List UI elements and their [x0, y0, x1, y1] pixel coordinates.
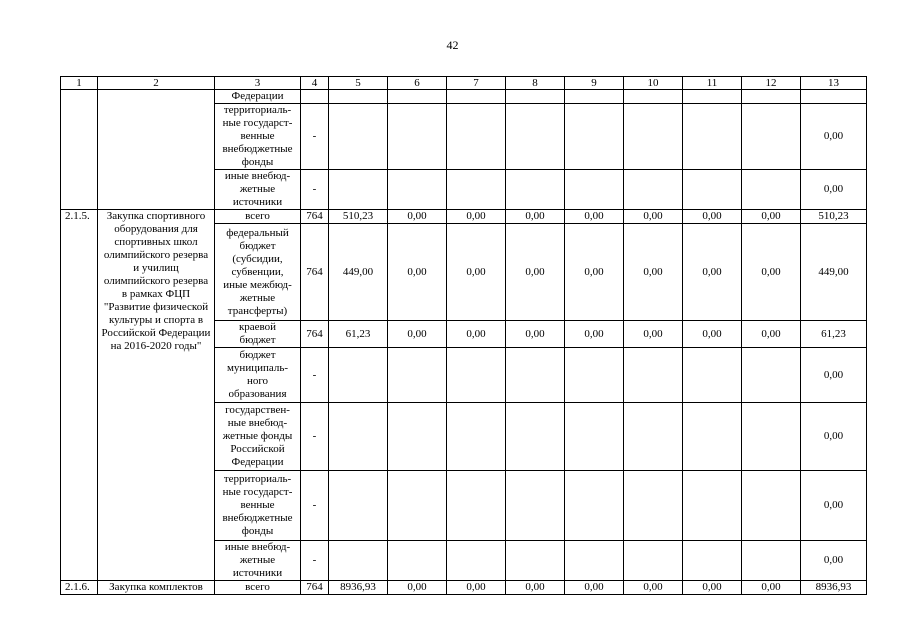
column-header: 9: [565, 77, 624, 90]
value-cell: [624, 170, 683, 210]
value-cell: 0,00: [565, 321, 624, 348]
value-cell: 449,00: [329, 224, 388, 321]
value-cell: [447, 104, 506, 170]
value-cell: 0,00: [742, 224, 801, 321]
code-cell: 764: [301, 210, 329, 224]
column-header: 2: [98, 77, 215, 90]
value-cell: 0,00: [683, 321, 742, 348]
value-cell: 61,23: [329, 321, 388, 348]
value-cell: [447, 471, 506, 541]
value-cell: [683, 104, 742, 170]
value-cell: [742, 541, 801, 581]
value-cell: 0,00: [506, 321, 565, 348]
value-cell: 0,00: [388, 210, 447, 224]
item-description: [98, 90, 215, 210]
value-cell: 0,00: [742, 210, 801, 224]
column-header: 5: [329, 77, 388, 90]
value-cell: [388, 170, 447, 210]
value-cell: [506, 104, 565, 170]
value-cell: [624, 403, 683, 471]
value-cell: [329, 403, 388, 471]
value-cell: [388, 90, 447, 104]
value-cell: [624, 90, 683, 104]
value-cell: [565, 104, 624, 170]
column-header: 10: [624, 77, 683, 90]
value-cell: 0,00: [624, 210, 683, 224]
value-cell: [506, 348, 565, 403]
value-cell: [742, 170, 801, 210]
value-cell: 0,00: [801, 403, 867, 471]
value-cell: [742, 471, 801, 541]
value-cell: [565, 471, 624, 541]
value-cell: 0,00: [624, 224, 683, 321]
value-cell: 0,00: [565, 581, 624, 595]
value-cell: [624, 348, 683, 403]
value-cell: 0,00: [565, 224, 624, 321]
value-cell: [565, 348, 624, 403]
value-cell: 0,00: [447, 224, 506, 321]
value-cell: [683, 170, 742, 210]
value-cell: 0,00: [447, 581, 506, 595]
value-cell: [506, 541, 565, 581]
value-cell: 0,00: [388, 581, 447, 595]
value-cell: [329, 471, 388, 541]
value-cell: [329, 90, 388, 104]
value-cell: [447, 348, 506, 403]
code-cell: [301, 90, 329, 104]
column-header: 12: [742, 77, 801, 90]
code-cell: 764: [301, 224, 329, 321]
funding-source: федеральный бюджет (субсидии, субвенции, иные межбюд- жетные трансферты): [215, 224, 301, 321]
value-cell: [388, 104, 447, 170]
value-cell: 0,00: [801, 541, 867, 581]
code-cell: -: [301, 471, 329, 541]
code-cell: -: [301, 541, 329, 581]
value-cell: 449,00: [801, 224, 867, 321]
column-header: 6: [388, 77, 447, 90]
item-description: Закупка спортивного оборудования для спортивных школ олимпийского резерва и училищ олимпийского резерва в рамках ФЦП "Развитие физической культуры и спорта в Российской Федерации на 2016-2020 годы": [98, 210, 215, 581]
column-header: 11: [683, 77, 742, 90]
funding-source: иные внебюд- жетные источники: [215, 541, 301, 581]
funding-source: всего: [215, 581, 301, 595]
value-cell: [388, 348, 447, 403]
value-cell: 8936,93: [801, 581, 867, 595]
value-cell: 0,00: [742, 321, 801, 348]
item-number: [61, 90, 98, 210]
value-cell: 0,00: [742, 581, 801, 595]
value-cell: [388, 471, 447, 541]
value-cell: 510,23: [801, 210, 867, 224]
value-cell: 0,00: [506, 210, 565, 224]
code-cell: -: [301, 403, 329, 471]
value-cell: [801, 90, 867, 104]
table-row: [61, 210, 867, 224]
value-cell: 61,23: [801, 321, 867, 348]
value-cell: [683, 90, 742, 104]
code-cell: 764: [301, 581, 329, 595]
value-cell: [329, 104, 388, 170]
column-header: 1: [61, 77, 98, 90]
value-cell: [683, 348, 742, 403]
value-cell: 0,00: [388, 224, 447, 321]
page-number: 42: [446, 38, 459, 52]
value-cell: [742, 348, 801, 403]
value-cell: [683, 471, 742, 541]
value-cell: 0,00: [683, 210, 742, 224]
column-header: 4: [301, 77, 329, 90]
value-cell: 0,00: [565, 210, 624, 224]
value-cell: [565, 170, 624, 210]
value-cell: 0,00: [801, 104, 867, 170]
funding-source: краевой бюджет: [215, 321, 301, 348]
value-cell: [329, 541, 388, 581]
value-cell: [565, 90, 624, 104]
column-header: 13: [801, 77, 867, 90]
value-cell: 0,00: [447, 210, 506, 224]
column-header: 3: [215, 77, 301, 90]
header-row: [61, 77, 867, 90]
value-cell: [447, 90, 506, 104]
value-cell: [329, 348, 388, 403]
value-cell: [388, 541, 447, 581]
table-row: [61, 581, 867, 595]
code-cell: -: [301, 348, 329, 403]
funding-source: бюджет муниципаль- ного образования: [215, 348, 301, 403]
funding-source: иные внебюд- жетные источники: [215, 170, 301, 210]
value-cell: [565, 541, 624, 581]
funding-source: территориаль- ные государст- венные внебюджетные фонды: [215, 471, 301, 541]
value-cell: [683, 541, 742, 581]
funding-source: территориаль- ные государст- венные внебюджетные фонды: [215, 104, 301, 170]
value-cell: [506, 90, 565, 104]
value-cell: 0,00: [388, 321, 447, 348]
value-cell: 510,23: [329, 210, 388, 224]
table-body: [61, 77, 867, 595]
funding-source: всего: [215, 210, 301, 224]
value-cell: [506, 170, 565, 210]
code-cell: -: [301, 104, 329, 170]
value-cell: [742, 403, 801, 471]
value-cell: 0,00: [447, 321, 506, 348]
value-cell: 0,00: [683, 581, 742, 595]
value-cell: [506, 471, 565, 541]
value-cell: 0,00: [506, 581, 565, 595]
value-cell: [447, 403, 506, 471]
value-cell: [683, 403, 742, 471]
value-cell: 0,00: [624, 581, 683, 595]
item-number: 2.1.5.: [61, 210, 98, 581]
value-cell: [742, 90, 801, 104]
value-cell: [624, 104, 683, 170]
value-cell: 0,00: [624, 321, 683, 348]
value-cell: 0,00: [506, 224, 565, 321]
value-cell: [742, 104, 801, 170]
item-number: 2.1.6.: [61, 581, 98, 595]
value-cell: 8936,93: [329, 581, 388, 595]
value-cell: [447, 170, 506, 210]
value-cell: [506, 403, 565, 471]
value-cell: 0,00: [683, 224, 742, 321]
value-cell: [624, 541, 683, 581]
funding-source: Федерации: [215, 90, 301, 104]
table-row: [61, 90, 867, 104]
value-cell: [624, 471, 683, 541]
code-cell: 764: [301, 321, 329, 348]
budget-table: [60, 76, 867, 595]
value-cell: 0,00: [801, 170, 867, 210]
item-description: Закупка комплектов: [98, 581, 215, 595]
value-cell: [329, 170, 388, 210]
value-cell: [565, 403, 624, 471]
value-cell: [388, 403, 447, 471]
funding-source: государствен- ные внебюд- жетные фонды Российской Федерации: [215, 403, 301, 471]
column-header: 8: [506, 77, 565, 90]
column-header: 7: [447, 77, 506, 90]
value-cell: 0,00: [801, 348, 867, 403]
value-cell: [447, 541, 506, 581]
code-cell: -: [301, 170, 329, 210]
value-cell: 0,00: [801, 471, 867, 541]
